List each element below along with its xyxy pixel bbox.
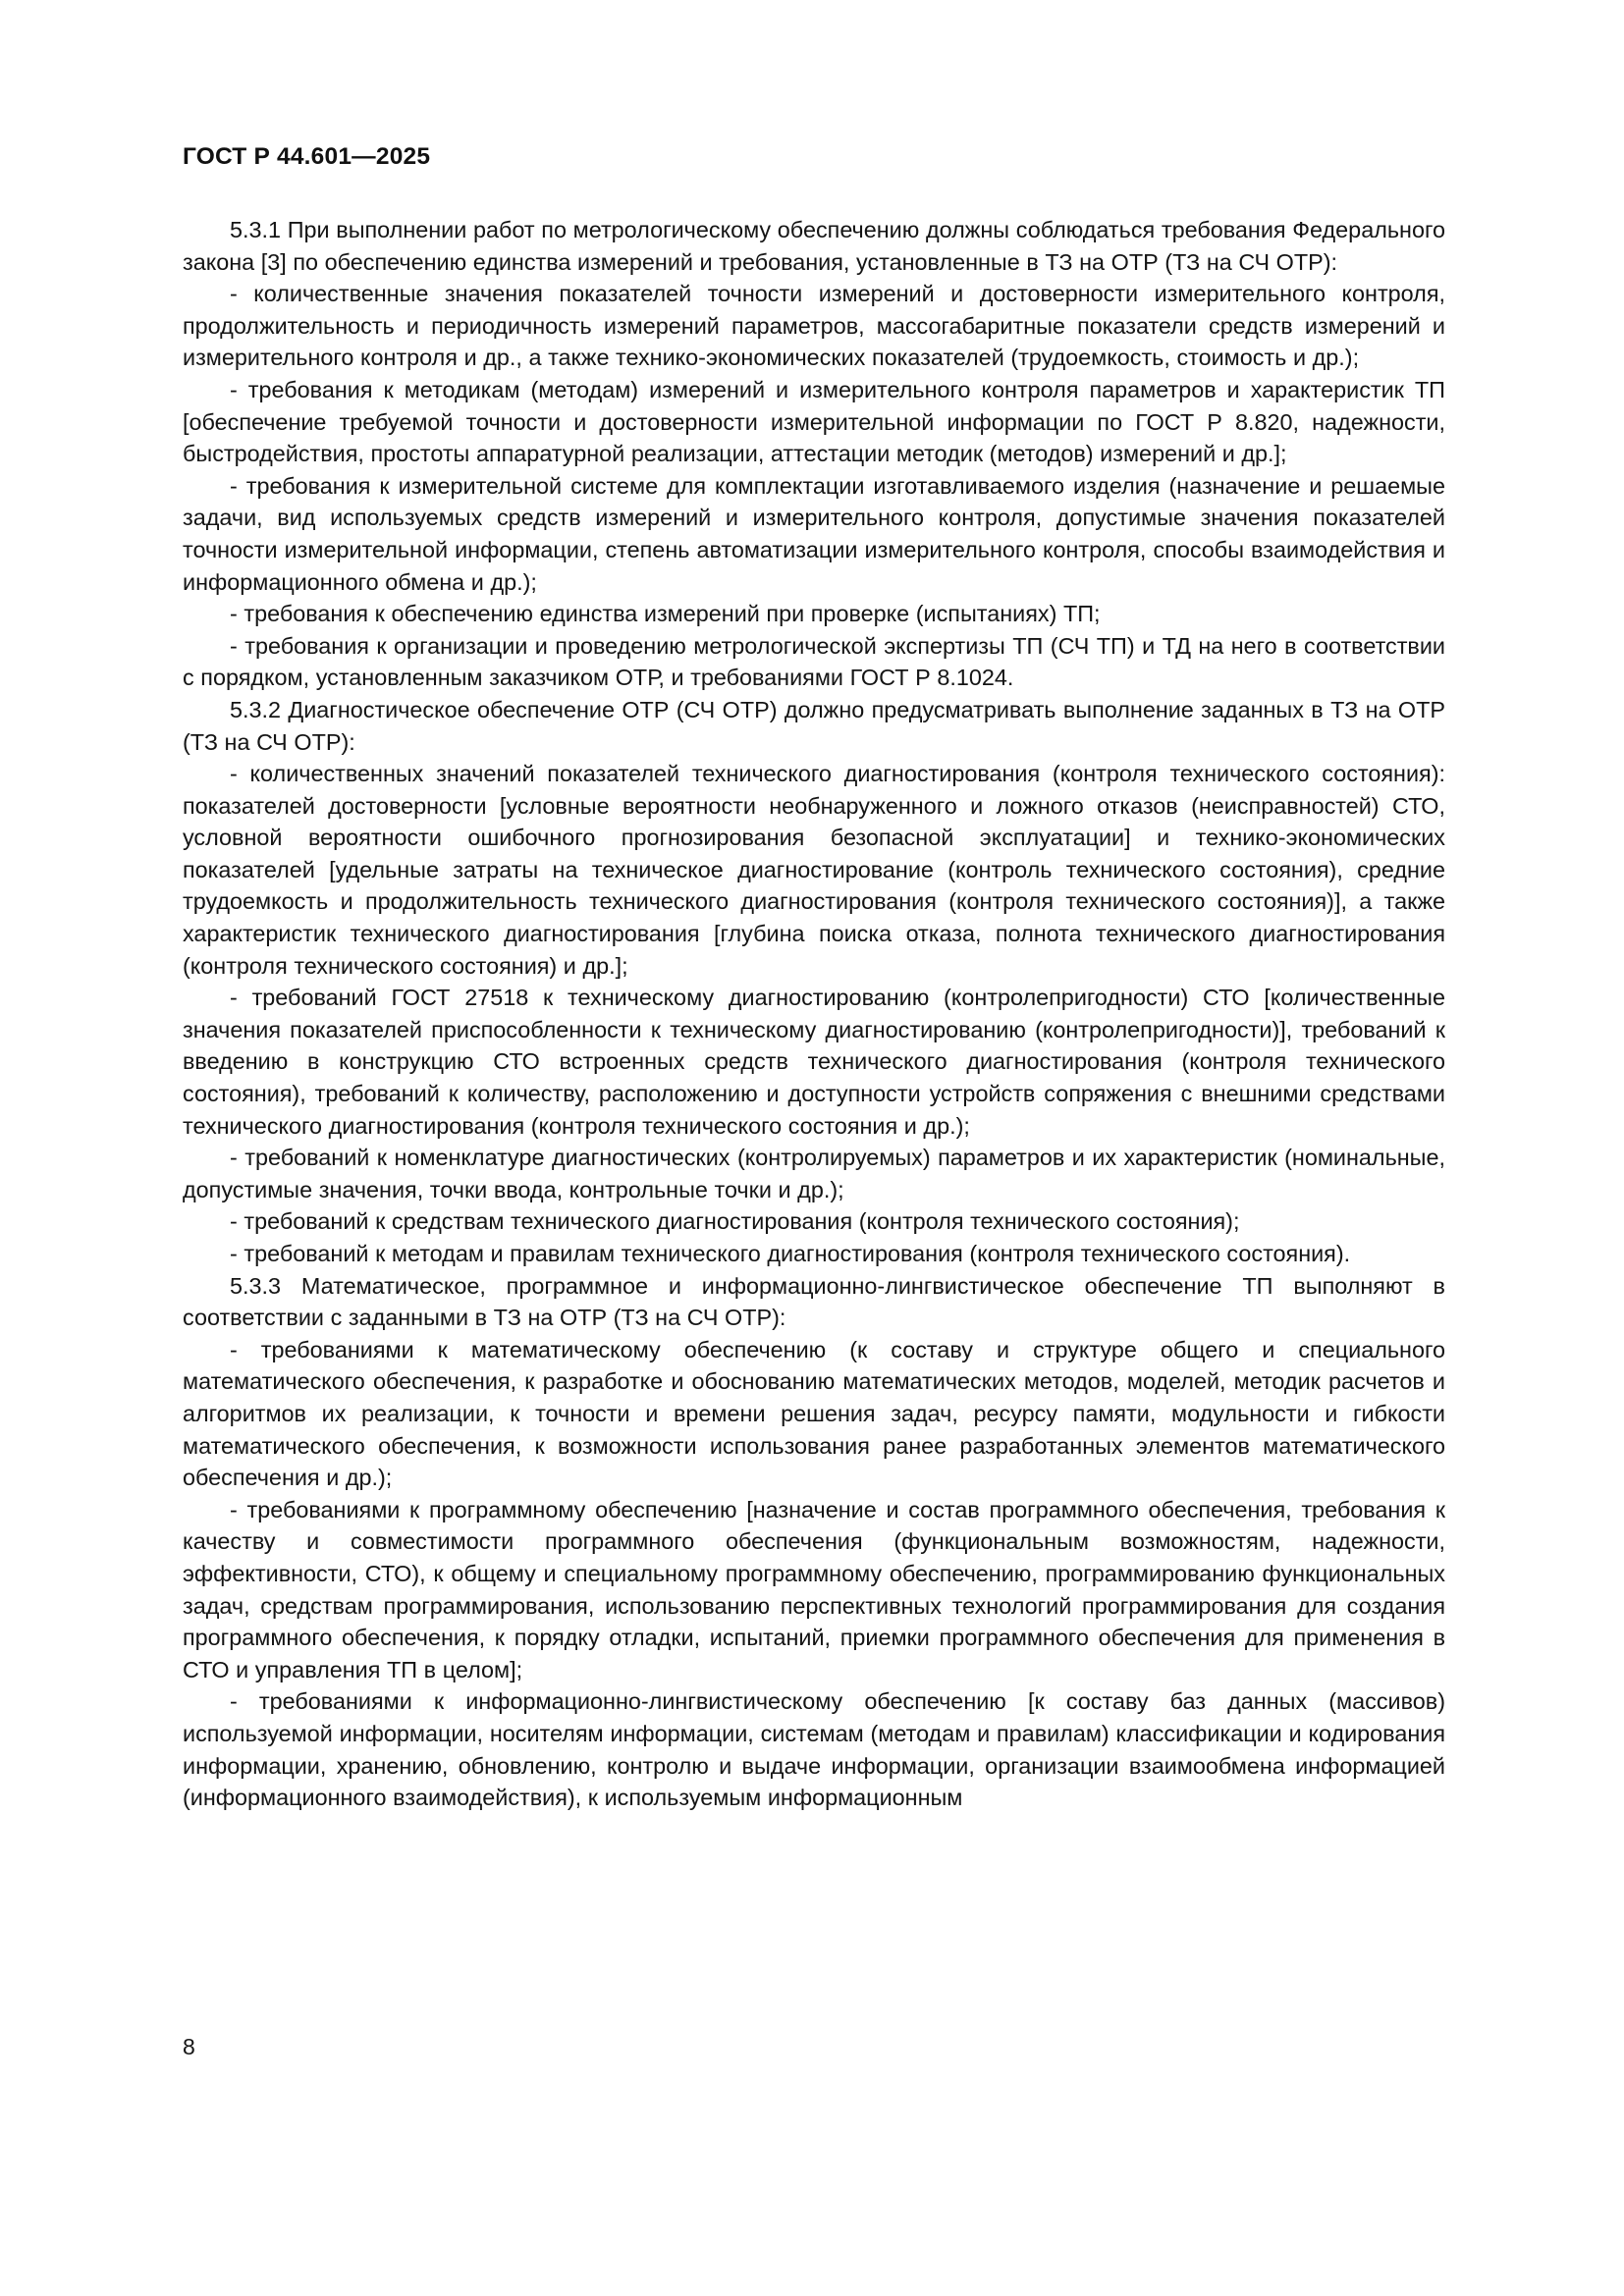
list-item-diagnostic-indicators: - количественных значений показателей технического диагностирования (контроля технического состояния): показателей достоверности [условные вероятности необнаруженного и ложного отказов (неисправностей) СТО, условной вероятности ошибочного прогнозирования безопасной эксплуатации] и технико-экономических показателей [удельные затраты на техническое диагностирование (контроль технического состояния), средние трудоемкость и продолжительность технического диагностирования (контроля технического состояния)], а также характеристик технического диагностирования [глубина поиска отказа, полнота технического диагностирования (контроля технического состояния) и др.]; <box>183 761 1445 979</box>
list-item-diagnostic-parameters: - требований к номенклатуре диагностических (контролируемых) параметров и их характеристик (номинальные, допустимые значения, точки ввода, контрольные точки и др.); <box>183 1145 1445 1202</box>
list-item-gost-27518: - требований ГОСТ 27518 к техническому диагностированию (контролепригодности) СТО [количественные значения показателей приспособленности к техническому диагностированию (контролепригодности)], требований к введению в конструкцию СТО встроенных средств технического диагностирования (контроля технического состояния), требований к количеству, расположению и доступности устройств сопряжения с внешними средствами технического диагностирования (контроля технического состояния и др.); <box>183 985 1445 1139</box>
paragraph-5-3-1: 5.3.1 При выполнении работ по метрологическому обеспечению должны соблюдаться требования Федерального закона [3] по обеспечению единства измерений и требования, установленные в ТЗ на ОТР (ТЗ на СЧ ОТР): <box>183 217 1445 275</box>
page-number: 8 <box>183 2034 195 2059</box>
paragraph-5-3-3: 5.3.3 Математическое, программное и информационно-лингвистическое обеспечение ТП выполняют в соответствии с заданными в ТЗ на ОТР (ТЗ на СЧ ОТР): <box>183 1272 1445 1331</box>
list-item-diagnostic-methods: - требований к методам и правилам технического диагностирования (контроля технического состояния). <box>230 1241 1351 1266</box>
list-item-unity-of-measurements: - требования к обеспечению единства измерений при проверке (испытаниях) ТП; <box>230 601 1101 627</box>
list-item-information-linguistic-support: - требованиями к информационно-лингвистическому обеспечению [к составу баз данных (массивов) используемой информации, носителям информации, системам (методам и правилам) классификации и кодирования информации, хранению, обновлению, контролю и выдаче информации, организации взаимообмена информацией (информационного взаимодействия), к используемым информационным <box>183 1688 1445 1811</box>
list-item-quantitative-accuracy: - количественные значения показателей точности измерений и достоверности измерительного контроля, продолжительность и периодичность измерений параметров, массогабаритные показатели средств измерений и измерительного контроля и др., а также технико-экономических показателей (трудоемкость, стоимость и др.); <box>183 281 1445 371</box>
running-head-standard-number: ГОСТ Р 44.601—2025 <box>183 143 431 170</box>
list-item-measuring-system: - требования к измерительной системе для комплектации изготавливаемого изделия (назначение и решаемые задачи, вид используемых средств измерений и измерительного контроля, допустимые значения показателей точности измерительной информации, степень автоматизации измерительного контроля, способы взаимодействия и информационного обмена и др.); <box>183 472 1445 595</box>
paragraph-5-3-2: 5.3.2 Диагностическое обеспечение ОТР (СЧ ОТР) должно предусматривать выполнение заданных в ТЗ на ОТР (ТЗ на СЧ ОТР): <box>183 696 1445 755</box>
list-item-mathematical-support: - требованиями к математическому обеспечению (к составу и структуре общего и специального математического обеспечения, к разработке и обоснованию математических методов, моделей, методик расчетов и алгоритмов их реализации, к точности и времени решения задач, ресурсу памяти, модульности и гибкости математического обеспечения, к возможности использования ранее разработанных элементов математического обеспечения и др.); <box>183 1336 1445 1491</box>
body-text-block <box>183 214 1445 1814</box>
list-item-diagnostic-means: - требований к средствам технического диагностирования (контроля технического состояния); <box>230 1208 1240 1235</box>
list-item-measurement-methods: - требования к методикам (методам) измерений и измерительного контроля параметров и характеристик ТП [обеспечение требуемой точности и достоверности измерительной информации по ГОСТ Р 8.820, надежности, быстродействия, простоты аппаратурной реализации, аттестации методик (методов) измерений и др.]; <box>183 376 1445 467</box>
list-item-software-support: - требованиями к программному обеспечению [назначение и состав программного обеспечения, требования к качеству и совместимости программного обеспечения (функциональным возможностям, надежности, эффективности, СТО), к общему и специальному программному обеспечению, программированию функциональных задач, средствам программирования, использованию перспективных технологий программирования для создания программного обеспечения, к порядку отладки, испытаний, приемки программного обеспечения для применения в СТО и управления ТП в целом]; <box>183 1496 1445 1682</box>
list-item-metrological-expertise: - требования к организации и проведению метрологической экспертизы ТП (СЧ ТП) и ТД на него в соответствии с порядком, установленным заказчиком ОТР, и требованиями ГОСТ Р 8.1024. <box>183 632 1445 691</box>
